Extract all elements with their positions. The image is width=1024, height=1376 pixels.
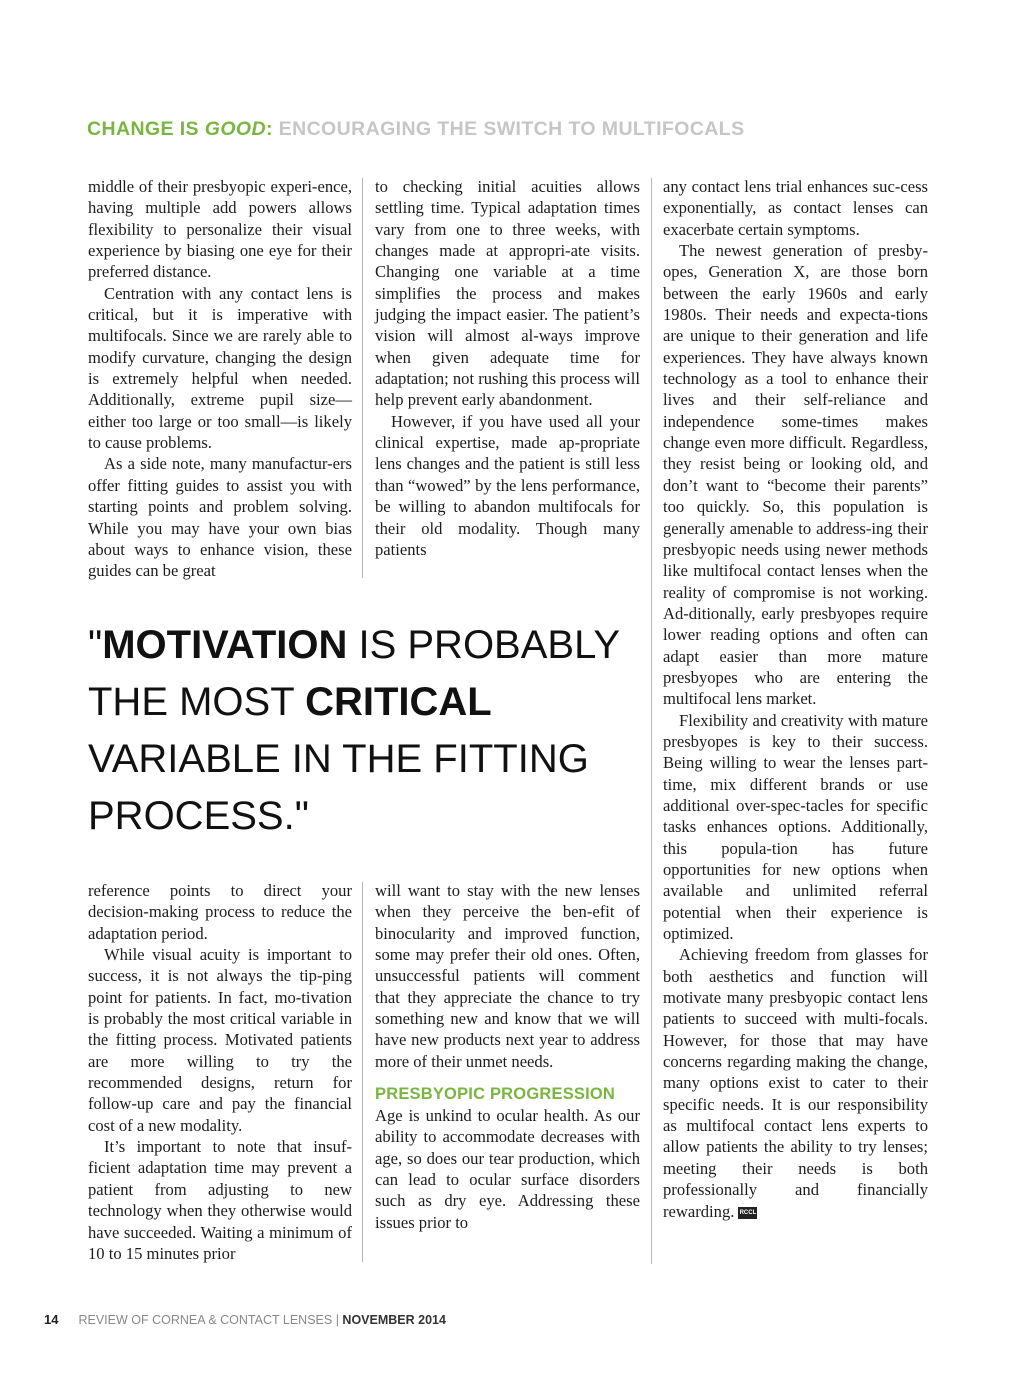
pull-quote: "MOTIVATION IS PROBABLY THE MOST CRITICAL VARIABLE IN THE FITTING PROCESS." <box>88 623 620 838</box>
paragraph: The newest generation of presby-opes, Generation X, are those born between the early 1960s and early 1980s. Their needs and expecta-tions are unique to their generation and life experiences. They have always known technology as a tool to enhance their lives and their self-reliance and independence some-times makes change even more difficult. Regardless, they resist being or looking old, and don’t want to “become their parents” too quickly. So, this population is generally amenable to address-ing their presbyopic needs using newer methods like multifocal contact lenses when the reality of compromise is not working. Ad-ditionally, early presbyopes require lower reading options and often can adapt easier than more mature presbyopes who are entering the multifocal lens market. <box>663 241 928 709</box>
paragraph: Achieving freedom from glasses for both aesthetics and function will motivate many presbyopic contact lens patients to succeed with multi-focals. However, for those that may have concerns regarding making the change, many options exist to cater to their specific needs. It is our responsibility as multifocal contact lens experts to allow patients the ability to try lenses; meeting their needs is both professionally and financially rewarding. RCCL <box>663 945 928 1221</box>
paragraph: Flexibility and creativity with mature presbyopes is key to their success. Being willing to wear the lenses part-time, mix different brands or use additional over-spec-tacles for specific tasks enhances options. Additionally, this popula-tion has future opportunities for new options when available and unlimited referral potential when their experience is optimized. <box>663 710 928 944</box>
paragraph: middle of their presbyopic experi-ence, having multiple add powers allows flexibility to personalize their visual experience by biasing one eye for their preferred distance. <box>88 177 352 282</box>
page-number: 14 <box>44 1312 59 1327</box>
column-divider <box>362 882 363 1262</box>
paragraph: Centration with any contact lens is critical, but it is imperative with multifocals. Since we are rarely able to modify curvature, changing the design is extremely helpful when needed. Additionally, extreme pupil size—either too large or too small—is likely to cause problems. <box>88 283 352 453</box>
column-1-top <box>88 176 352 582</box>
paragraph: It’s important to note that insuf-ficient adaptation time may prevent a patient from adjusting to new technology when they otherwise would have succeeded. Waiting a minimum of 10 to 15 minutes prior <box>88 1137 352 1263</box>
column-3 <box>663 176 928 1222</box>
paragraph: Age is unkind to ocular health. As our ability to accommodate decreases with age, so does our tear production, which can lead to ocular surface disorders such as dry eye. Addressing these issues prior to <box>375 1106 640 1232</box>
paragraph: to checking initial acuities allows settling time. Typical adaptation times vary from one to three weeks, with changes made at appropri-ate visits. Changing one variable at a time simplifies the process and makes judging the impact easier. The patient’s vision will almost al-ways improve when given adequate time for adaptation; not rushing this process will help prevent early abandonment. <box>375 177 641 410</box>
section-heading: PRESBYOPIC PROGRESSION <box>375 1085 616 1104</box>
paragraph: any contact lens trial enhances suc-cess exponentially, as contact lenses can exacerbate certain symptoms. <box>663 177 928 239</box>
paragraph: However, if you have used all your clinical expertise, made ap-propriate lens changes and the patient is still less than “wowed” by the lens performance, be willing to abandon multifocals for their old modality. Though many patients <box>375 411 640 559</box>
end-of-article-mark: RCCL <box>738 1207 757 1219</box>
page-footer <box>44 1312 446 1327</box>
publication-name: REVIEW OF CORNEA & CONTACT LENSES | <box>78 1313 343 1327</box>
column-2-top <box>375 176 640 560</box>
column-1-bottom <box>88 880 352 1264</box>
paragraph: will want to stay with the new lenses when they perceive the ben-efit of binocularity and improved function, some may prefer their old ones. Often, unsuccessful patients will comment that they appreciate the chance to try something new and know that we will have new products next year to address more of their unmet needs. <box>375 881 640 1071</box>
paragraph: reference points to direct your decision-making process to reduce the adaptation period. <box>88 881 352 943</box>
article-running-header <box>87 118 947 141</box>
paragraph: While visual acuity is important to success, it is not always the tip-ping point for patients. In fact, mo-tivation is probably the most critical variable in the fitting process. Motivated patients are more willing to try the recommended designs, return for follow-up care and pay the financial cost of a new modality. <box>88 945 352 1135</box>
issue-date: NOVEMBER 2014 <box>342 1313 446 1327</box>
column-2-bottom <box>375 880 640 1233</box>
paragraph: As a side note, many manufactur-ers offer fitting guides to assist you with starting points and problem solving. While you may have your own bias about ways to enhance vision, these guides can be great <box>88 454 352 581</box>
column-divider <box>362 178 363 578</box>
header-lead: CHANGE IS GOOD: <box>87 118 273 140</box>
header-subtitle: ENCOURAGING THE SWITCH TO MULTIFOCALS <box>272 118 745 140</box>
column-divider <box>651 178 652 1264</box>
